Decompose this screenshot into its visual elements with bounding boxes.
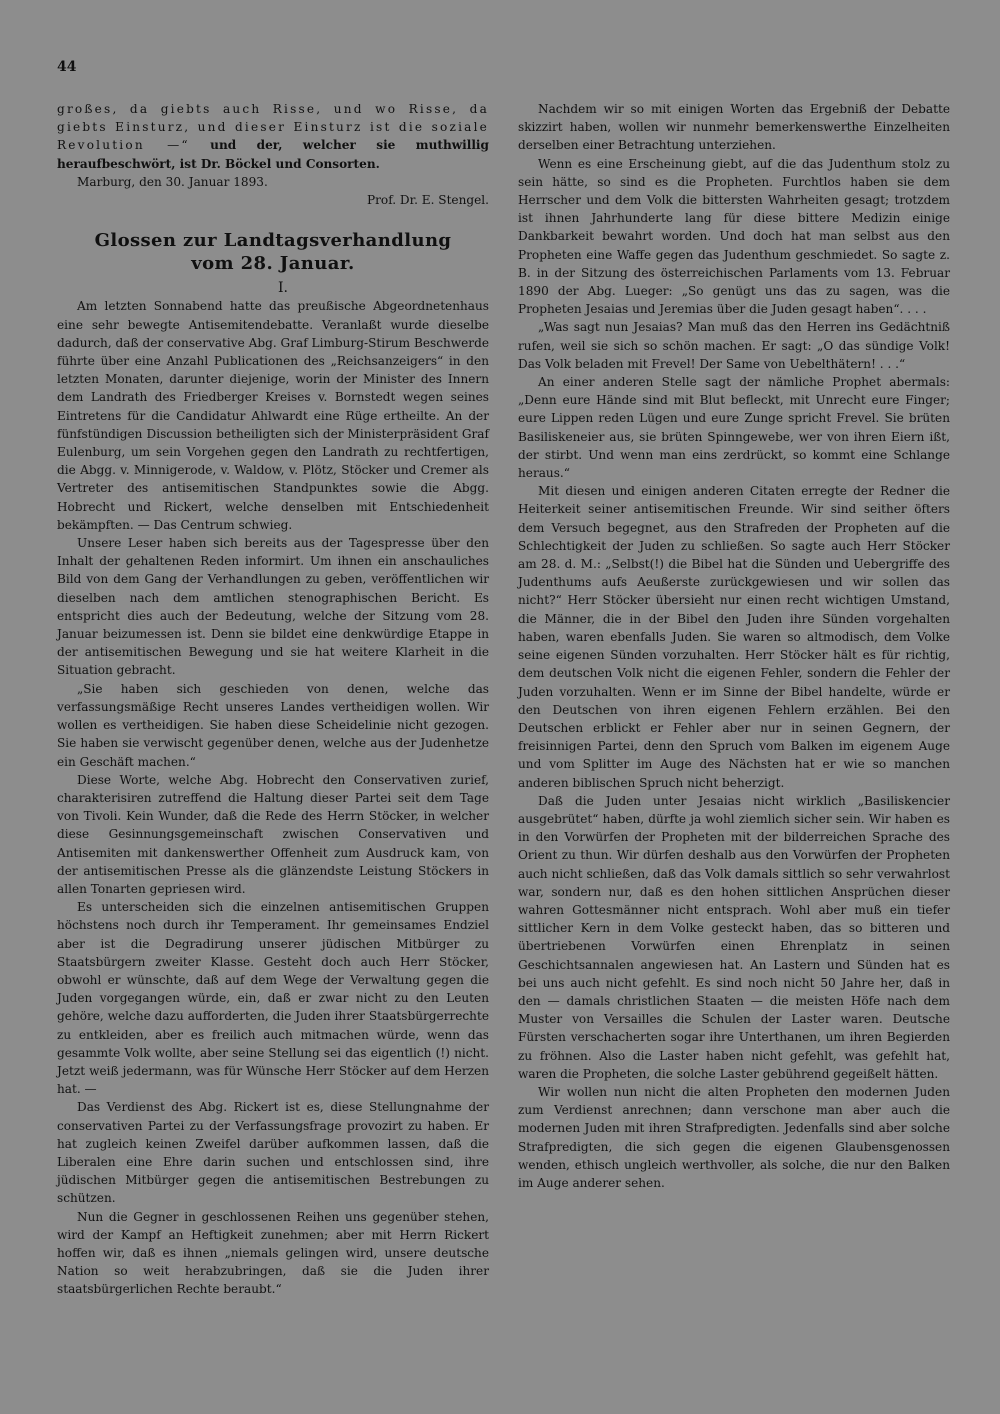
intro-paragraph bbox=[57, 100, 489, 173]
article-title-line-2: vom 28. Januar. bbox=[191, 253, 355, 275]
right-column bbox=[518, 100, 950, 1192]
left-paragraph-2: Unsere Leser haben sich bereits aus der Tagespresse über den Inhalt der gehaltenen Reden informirt. Um ihnen ein anschauliches Bild von dem Gang der Verhandlungen zu geben, veröffentlichen wir dieselben nach dem amtlichen stenographischen Bericht. Es entspricht dies auch der Bedeutung, welche der Sitzung vom 28. Januar beizumessen ist. Denn sie bildet eine denkwürdige Etappe in der antisemitischen Bewegung und sie hat weitere Klarheit in die Situation gebracht. bbox=[57, 536, 489, 678]
article-title bbox=[57, 229, 489, 275]
left-paragraph-4: Diese Worte, welche Abg. Hobrecht den Conservativen zurief, charakterisiren zutreffend die Haltung dieser Partei seit dem Tage von Tivoli. Kein Wunder, daß die Rede des Herrn Stöcker, in welcher diese Gesinnungsgemeinschaft zwischen Conservativen und Antisemiten mit dankenswerther Offenheit zum Ausdruck kam, von der antisemitischen Presse als die glänzendste Leistung Stöckers in allen Tonarten gepriesen wird. bbox=[57, 772, 489, 896]
article-title-line-1: Glossen zur Landtagsverhandlung bbox=[94, 230, 452, 252]
left-paragraph-6: Das Verdienst des Abg. Rickert ist es, diese Stellungnahme der conservativen Partei zu der Verfassungsfrage provozirt zu haben. Er hat zugleich keinen Zweifel darüber aufkommen lassen, daß die Liberalen eine Ehre darin suchen und entschlossen sind, ihre jüdischen Mitbürger gegen die antisemitischen Bestrebungen zu schützen. bbox=[57, 1100, 489, 1206]
left-paragraph-3: „Sie haben sich geschieden von denen, welche das verfassungsmäßige Recht unseres Landes vertheidigen wollen. Wir wollen es vertheidigen. Sie haben diese Scheidelinie nicht gezogen. Sie haben sie verwischt gegenüber denen, welche aus der Judenhetze ein Geschäft machen.“ bbox=[57, 681, 489, 769]
right-paragraph-5: Mit diesen und einigen anderen Citaten erregte der Redner die Heiterkeit seiner antisemitischen Freunde. Wir sind seither öfters dem Versuch begegnet, aus den Strafreden der Propheten auf die Schlechtigkeit der Juden zu schließen. So sagte auch Herr Stöcker am 28. d. M.: „Selbst(!) die Bibel hat die Sünden und Uebergriffe des Judenthums aufs Aeußerste zurückgewiesen und wir sollen das nicht?“ Herr Stöcker übersieht nur einen recht wichtigen Umstand, die Männer, die in der Bibel den Juden ihre Sünden vorgehalten haben, waren ebenfalls Juden. Sie waren so altmodisch, dem Volke seine eigenen Sünden vorzuhalten. Herr Stöcker hält es für richtig, dem deutschen Volk nicht die eigenen Fehler, sondern die Fehler der Juden vorzuhalten. Wenn er im Sinne der Bibel handelte, würde er den Deutschen von ihren eigenen Fehlern erzählen. Bei den Deutschen erblickt er Fehler aber nur in seinen Gegnern, der freisinnigen Partei, denn den Spruch vom Balken im eigenem Auge und vom Splitter im Auge des Nächsten hat er wie so manchen anderen biblischen Spruch nicht beherzigt. bbox=[518, 484, 950, 790]
right-paragraph-6: Daß die Juden unter Jesaias nicht wirklich „Basiliskencier ausgebrütet“ haben, dürfte ja wohl ziemlich sicher sein. Wir haben es in den Vorwürfen der Propheten mit der bilderreichen Sprache des Orient zu thun. Wir dürfen deshalb aus den Vorwürfen der Propheten auch nicht schließen, daß das Volk damals sittlich so sehr verwahrlost war, sondern nur, daß es den hohen sittlichen Ansprüchen dieser wahren Gottesmänner nicht entsprach. Wohl aber muß ein tiefer sittlicher Kern in dem Volke gesteckt haben, das so bitteren und übertriebenen Vorwürfen einen Ehrenplatz in seinen Geschichtsannalen angewiesen hat. An Lastern und Sünden hat es bei uns auch nicht gefehlt. Es sind noch nicht 50 Jahre her, daß in den — damals christlichen Staaten — die meisten Höfe nach dem Muster von Versailles die Schulen der Laster waren. Deutsche Fürsten verschacherten sogar ihre Unterthanen, um ihren Begierden zu fröhnen. Also die Laster haben nicht gefehlt, was gefehlt hat, waren die Propheten, die solche Laster gebührend gegeißelt hätten. bbox=[518, 793, 950, 1081]
right-paragraph-4: An einer anderen Stelle sagt der nämliche Prophet abermals: „Denn eure Hände sind mit Blut befleckt, mit Unrecht eure Finger; eure Lippen reden Lügen und eure Zunge spricht Frevel. Sie brüten Basiliskeneier aus, sie brüten Spinngewebe, wer von ihren Eiern ißt, der stirbt. Und wenn man eins zerdrückt, so kommt eine Schlange heraus.“ bbox=[518, 375, 950, 481]
left-column bbox=[57, 100, 489, 1299]
right-paragraph-2: Wenn es eine Erscheinung giebt, auf die das Judenthum stolz zu sein hätte, so sind es die Propheten. Furchtlos haben sie dem Herrscher und dem Volk die bittersten Wahrheiten gesagt; trotzdem ist ihnen Jahrhunderte lang für diese bittere Medizin einige Dankbarkeit bewahrt worden. Und doch hat man selbst aus den Propheten eine Waffe gegen das Judenthum geschmiedet. So sagte z. B. in der Sitzung des österreichischen Parlaments vom 13. Februar 1890 der Abg. Lueger: „So genügt uns das zu sagen, was die Propheten Jesaias und Jeremias über die Juden gesagt haben“. . . . bbox=[518, 156, 950, 317]
author-signature: Prof. Dr. E. Stengel. bbox=[367, 193, 489, 208]
right-paragraph-7: Wir wollen nun nicht die alten Propheten den modernen Juden zum Verdienst anrechnen; dann verschone man aber auch die modernen Juden mit ihren Strafpredigten. Jedenfalls sind aber solche Strafpredigten, die sich gegen die eigenen Glaubensgenossen wenden, ethisch ungleich werthvoller, als solche, die nur den Balken im Auge anderer sehen. bbox=[518, 1084, 950, 1190]
page-number: 44 bbox=[57, 59, 77, 75]
right-paragraph-3: „Was sagt nun Jesaias? Man muß das den Herren ins Gedächtniß rufen, weil sie sich so schön machen. Er sagt: „O das sündige Volk! Das Volk beladen mit Frevel! Der Same von Uebelthätern! . . .“ bbox=[518, 320, 950, 371]
left-paragraph-5: Es unterscheiden sich die einzelnen antisemitischen Gruppen höchstens noch durch ihr Temperament. Ihr gemeinsames Endziel aber ist die Degradirung unserer jüdischen Mitbürger zu Staatsbürgern zweiter Klasse. Gesteht doch auch Herr Stöcker, obwohl er wünschte, daß auf dem Wege der Verwaltung gegen die Juden vorgegangen würde, ein, daß er zwar nicht zu den Leuten gehöre, welche dazu aufforderten, die Juden ihrer Staatsbürgerrechte zu entkleiden, aber es freilich auch mitmachen würde, wenn das gesammte Volk wollte, aber seine Stellung sei das eigentlich (!) nicht. Jetzt weiß jedermann, was für Wünsche Herr Stöcker auf dem Herzen hat. — bbox=[57, 900, 489, 1097]
left-paragraph-1: Am letzten Sonnabend hatte das preußische Abgeordnetenhaus eine sehr bewegte Antisemitendebatte. Veranlaßt wurde dieselbe dadurch, daß der conservative Abg. Graf Limburg-Stirum Beschwerde führte über eine Anzahl Publicationen des „Reichsanzeigers“ in den letzten Monaten, darunter diejenige, worin der Minister des Innern dem Landrath des Friedberger Kreises v. Bornstedt wegen seines Eintretens für die Candidatur Ahlwardt eine Rüge ertheilte. An der fünfstündigen Discussion betheiligten sich der Ministerpräsident Graf Eulenburg, um sein Vorgehen gegen den Landrath zu rechtfertigen, die Abgg. v. Minnigerode, v. Waldow, v. Plötz, Stöcker und Cremer als Vertreter des antisemitischen Standpunktes sowie die Abgg. Hobrecht und Rickert, welche denselben mit Entschiedenheit bekämpften. — Das Centrum schwieg. bbox=[57, 299, 489, 532]
section-number: I. bbox=[278, 280, 288, 297]
right-paragraph-1: Nachdem wir so mit einigen Worten das Ergebniß der Debatte skizzirt haben, wollen wir nunmehr bemerkenswerthe Einzelheiten derselben einer Betrachtung unterziehen. bbox=[518, 102, 950, 153]
dateline: Marburg, den 30. Januar 1893. bbox=[77, 174, 268, 189]
left-paragraph-7: Nun die Gegner in geschlossenen Reihen uns gegenüber stehen, wird der Kampf an Heftigkeit zunehmen; aber mit Herrn Rickert hoffen wir, daß es ihnen „niemals gelingen wird, unsere deutsche Nation so weit herabzubringen, daß sie die Juden ihrer staatsbürgerlichen Rechte beraubt.“ bbox=[57, 1209, 489, 1297]
intro-text: großes, da giebts auch Risse, und wo Risse, da giebts Einsturz, und dieser Einsturz ist die soziale Revolution —“ bbox=[57, 102, 489, 153]
intro-text-bold: und der, welcher sie muthwillig heraufbeschwört, ist Dr. Böckel und Consorten. bbox=[57, 138, 489, 171]
